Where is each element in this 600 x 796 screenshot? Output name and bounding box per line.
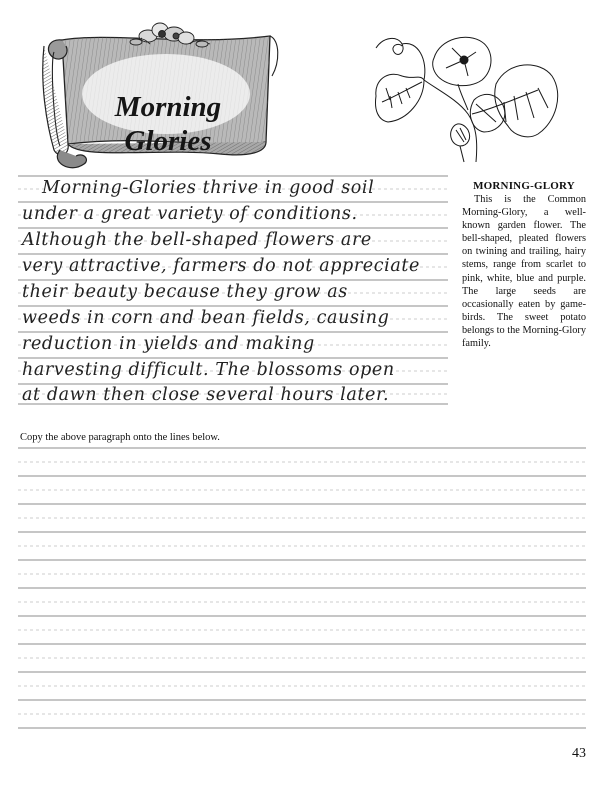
copy-instruction: Copy the above paragraph onto the lines below. <box>20 432 220 443</box>
banner-title-line-1: Morning <box>114 91 222 123</box>
passage-line-5: their beauty because they grow as <box>22 282 348 302</box>
passage-line-1: Morning-Glories thrive in good soil <box>42 178 375 198</box>
passage-line-9: at dawn then close several hours later. <box>22 385 390 405</box>
title-banner <box>40 22 280 180</box>
banner-title-line-2: Glories <box>124 125 212 157</box>
passage-line-6: weeds in corn and bean fields, causing <box>22 308 390 328</box>
fact-title: MORNING-GLORY <box>473 180 575 192</box>
passage-line-7: reduction in yields and making <box>22 334 315 354</box>
passage-line-4: very attractive, farmers do not appreciate <box>22 256 420 276</box>
page-number: 43 <box>572 746 586 761</box>
passage-line-2: under a great variety of conditions. <box>22 204 358 224</box>
morning-glory-illustration <box>368 30 568 170</box>
passage-line-8: harvesting difficult. The blossoms open <box>22 360 395 380</box>
cursive-passage <box>18 172 448 408</box>
fact-body: This is the Common Morning-Glory, a well-known garden flower. The bell-shaped, pleated flowers on twining and trailing, hairy stems, range from scarlet to pink, white, blue and purple. The large seeds are occasionally eaten by game-birds. The sweet potato belongs to the Morning-Glory family. <box>462 194 586 350</box>
passage-line-3: Although the bell-shaped flowers are <box>22 230 372 250</box>
banner-title <box>80 90 256 158</box>
fact-sidebar <box>462 180 586 350</box>
blank-practice-lines <box>18 446 586 736</box>
